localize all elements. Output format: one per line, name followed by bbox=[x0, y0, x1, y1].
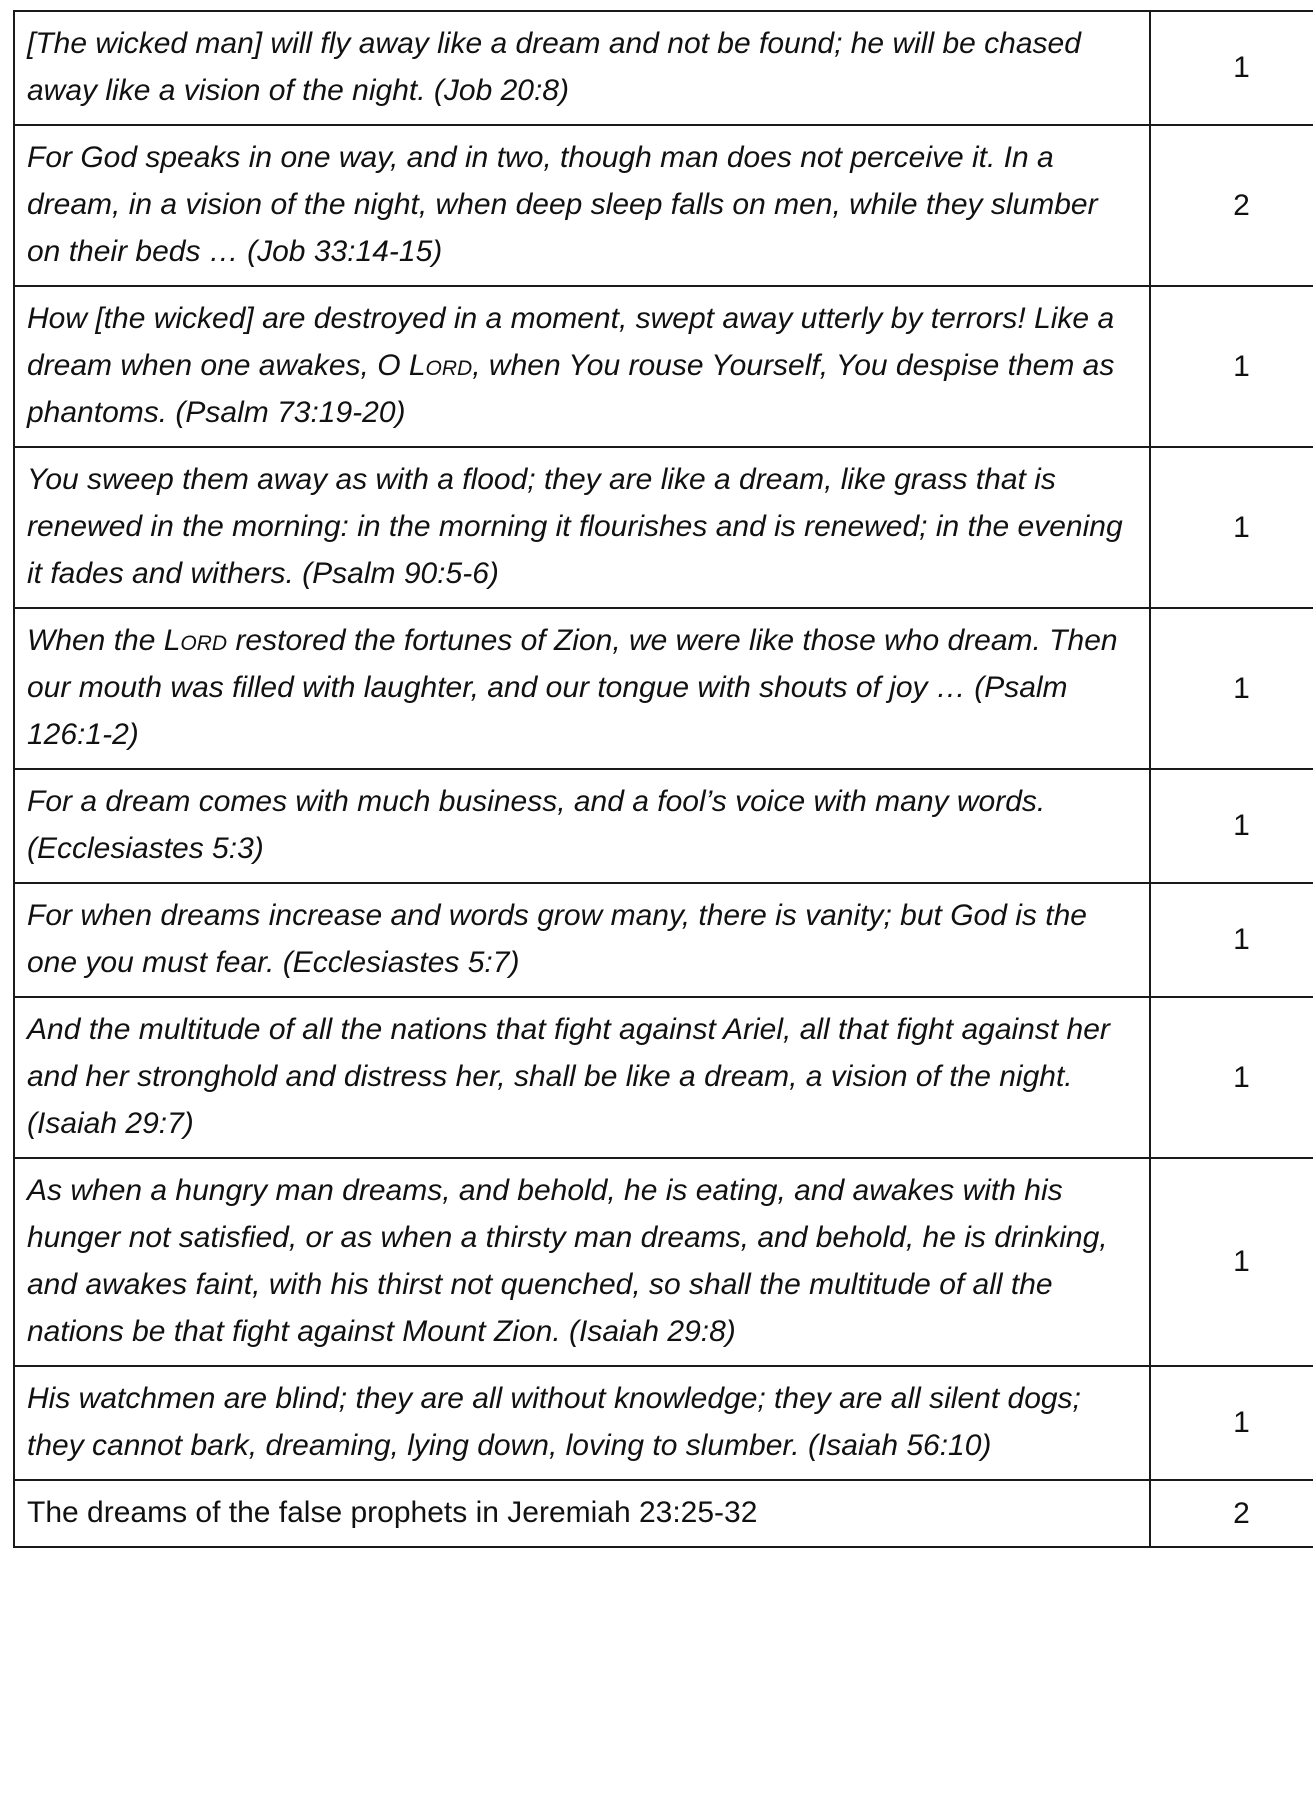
verse-table-body bbox=[14, 11, 1313, 1547]
divine-name-smallcaps: Lord bbox=[163, 624, 228, 657]
verse-text-segment: And the multitude of all the nations that fight against Ariel, all that fight against her and her stronghold and distress her, shall be like a dream, a vision of the night. (Isaiah 29:7) bbox=[27, 1013, 1110, 1140]
table-row bbox=[14, 1366, 1313, 1480]
verse-text-cell bbox=[14, 883, 1150, 997]
verse-text-segment: The dreams of the false prophets in Jeremiah 23:25-32 bbox=[27, 1496, 758, 1529]
verse-text-segment: [The wicked man] will fly away like a dream and not be found; he will be chased away like a vision of the night. (Job 20:8) bbox=[27, 27, 1081, 107]
count-cell: 1 bbox=[1150, 883, 1313, 997]
count-cell: 2 bbox=[1150, 125, 1313, 286]
table-row bbox=[14, 769, 1313, 883]
verse-text-segment: His watchmen are blind; they are all without knowledge; they are all silent dogs; they cannot bark, dreaming, lying down, loving to slumber. (Isaiah 56:10) bbox=[27, 1382, 1081, 1462]
verse-text-segment: You sweep them away as with a flood; they are like a dream, like grass that is renewed in the morning: in the morning it flourishes and is renewed; in the evening it fades and withers. (Psalm 90:5-6) bbox=[27, 463, 1123, 590]
verse-text-cell bbox=[14, 1158, 1150, 1366]
verse-text-cell bbox=[14, 1366, 1150, 1480]
count-cell: 1 bbox=[1150, 1158, 1313, 1366]
verse-text-cell bbox=[14, 997, 1150, 1158]
count-cell: 1 bbox=[1150, 769, 1313, 883]
verse-text-cell bbox=[14, 125, 1150, 286]
count-cell: 1 bbox=[1150, 997, 1313, 1158]
verse-text-segment: For God speaks in one way, and in two, though man does not perceive it. In a dream, in a vision of the night, when deep sleep falls on men, while they slumber on their beds … (Job 33:14-15) bbox=[27, 141, 1098, 268]
verse-table bbox=[13, 10, 1313, 1548]
verse-text-segment: As when a hungry man dreams, and behold, he is eating, and awakes with his hunger not satisfied, or as when a thirsty man dreams, and behold, he is drinking, and awakes faint, with his thirst not quenched, so shall the multitude of all the nations be that fight against Mount Zion. (Isaiah 29:8) bbox=[27, 1174, 1108, 1348]
table-row bbox=[14, 883, 1313, 997]
verse-text-segment: For a dream comes with much business, and a fool’s voice with many words. (Ecclesiastes 5:3) bbox=[27, 785, 1046, 865]
table-row bbox=[14, 125, 1313, 286]
verse-text-segment: restored the fortunes of Zion, we were like those who dream. Then our mouth was filled with laughter, and our tongue with shouts of joy … (Psalm 126:1-2) bbox=[27, 624, 1118, 751]
divine-name-smallcaps: Lord bbox=[408, 349, 473, 382]
count-cell: 1 bbox=[1150, 447, 1313, 608]
verse-text-cell bbox=[14, 769, 1150, 883]
verse-text-cell bbox=[14, 1480, 1150, 1547]
count-cell: 1 bbox=[1150, 286, 1313, 447]
verse-text-segment: How [the wicked] are destroyed in a moment, swept away utterly by terrors! Like a dream when one awakes, O bbox=[27, 302, 1115, 382]
verse-text-segment: For when dreams increase and words grow many, there is vanity; but God is the one you must fear. (Ecclesiastes 5:7) bbox=[27, 899, 1087, 979]
table-row bbox=[14, 997, 1313, 1158]
count-cell: 1 bbox=[1150, 1366, 1313, 1480]
count-cell: 1 bbox=[1150, 11, 1313, 125]
table-row bbox=[14, 286, 1313, 447]
count-cell: 1 bbox=[1150, 608, 1313, 769]
verse-text-segment: When the bbox=[27, 624, 164, 657]
count-cell: 2 bbox=[1150, 1480, 1313, 1547]
verse-text-cell bbox=[14, 286, 1150, 447]
verse-text-cell bbox=[14, 447, 1150, 608]
table-row bbox=[14, 1158, 1313, 1366]
table-row bbox=[14, 11, 1313, 125]
table-row bbox=[14, 447, 1313, 608]
verse-text-cell bbox=[14, 11, 1150, 125]
verse-text-segment: , when You rouse Yourself, You despise them as phantoms. (Psalm 73:19-20) bbox=[27, 349, 1115, 429]
table-row bbox=[14, 1480, 1313, 1547]
table-row bbox=[14, 608, 1313, 769]
verse-text-cell bbox=[14, 608, 1150, 769]
